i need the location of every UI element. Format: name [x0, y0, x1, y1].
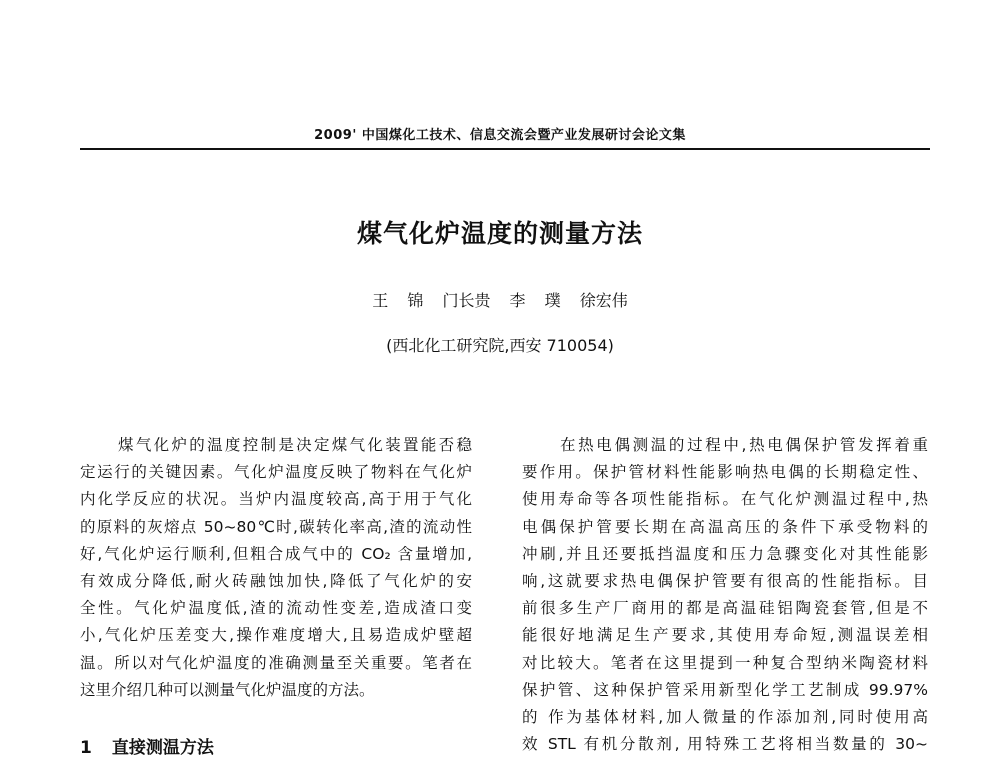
- text-line: 的 作为基体材料,加人微量的作添加剂,同时使用高: [522, 707, 928, 726]
- text-line: 全性。气化炉温度低,渣的流动性变差,造成渣口变: [80, 599, 472, 618]
- text-line: 内化学反应的状况。当炉内温度较高,高于用于气化: [80, 490, 472, 509]
- text-line: 小,气化炉压差变大,操作难度增大,且易造成炉壁超: [80, 626, 472, 645]
- paper-title: 煤气化炉温度的测量方法: [356, 219, 643, 248]
- right-column: [522, 432, 928, 758]
- section-title: 直接测温方法: [111, 738, 214, 758]
- text-line: 保护管、这种保护管采用新型化学工艺制成 99.97%: [522, 680, 928, 699]
- text-line: 冲刷,并且还要抵挡温度和压力急骤变化对其性能影: [522, 544, 928, 563]
- authors: 王 锦 门长贵 李 璞 徐宏伟: [372, 291, 628, 310]
- text-line: 温。所以对气化炉温度的准确测量至关重要。笔者在: [80, 653, 472, 672]
- text-line: 响,这就要求热电偶保护管要有很高的性能指标。目: [522, 571, 928, 590]
- left-column: [80, 432, 472, 704]
- text-line: 在热电偶测温的过程中,热电偶保护管发挥着重: [560, 436, 928, 454]
- text-line: 这里介绍几种可以测量气化炉温度的方法。: [80, 680, 375, 699]
- running-head: 2009' 中国煤化工技术、信息交流会暨产业发展研讨会论文集: [314, 128, 686, 143]
- text-line: 能很好地满足生产要求,其使用寿命短,测温误差相: [522, 626, 928, 645]
- text-line: 电偶保护管要长期在高温高压的条件下承受物料的: [522, 517, 928, 536]
- text-line: 的原料的灰熔点 50~80℃时,碳转化率高,渣的流动性: [80, 517, 472, 536]
- text-line: 有效成分降低,耐火砖融蚀加快,降低了气化炉的安: [80, 571, 472, 590]
- text-line: 好,气化炉运行顺利,但粗合成气中的 CO₂ 含量增加,: [80, 544, 472, 563]
- text-line: 煤气化炉的温度控制是决定煤气化装置能否稳: [118, 436, 472, 454]
- text-line: 定运行的关键因素。气化炉温度反映了物料在气化炉: [80, 463, 472, 482]
- text-line: 使用寿命等各项性能指标。在气化炉测温过程中,热: [522, 490, 928, 509]
- text-line: 对比较大。笔者在这里提到一种复合型纳米陶瓷材料: [522, 653, 928, 672]
- header-rule: [80, 148, 930, 150]
- section-heading: [80, 733, 234, 758]
- text-line: 前很多生产厂商用的都是高温硅铝陶瓷套管,但是不: [522, 599, 928, 618]
- text-line: 效 STL 有机分散剂, 用特殊工艺将相当数量的 30~: [522, 735, 928, 754]
- affiliation: (西北化工研究院,西安 710054): [386, 336, 614, 355]
- section-number: 1: [80, 738, 92, 758]
- text-line: 要作用。保护管材料性能影响热电偶的长期稳定性、: [522, 463, 928, 482]
